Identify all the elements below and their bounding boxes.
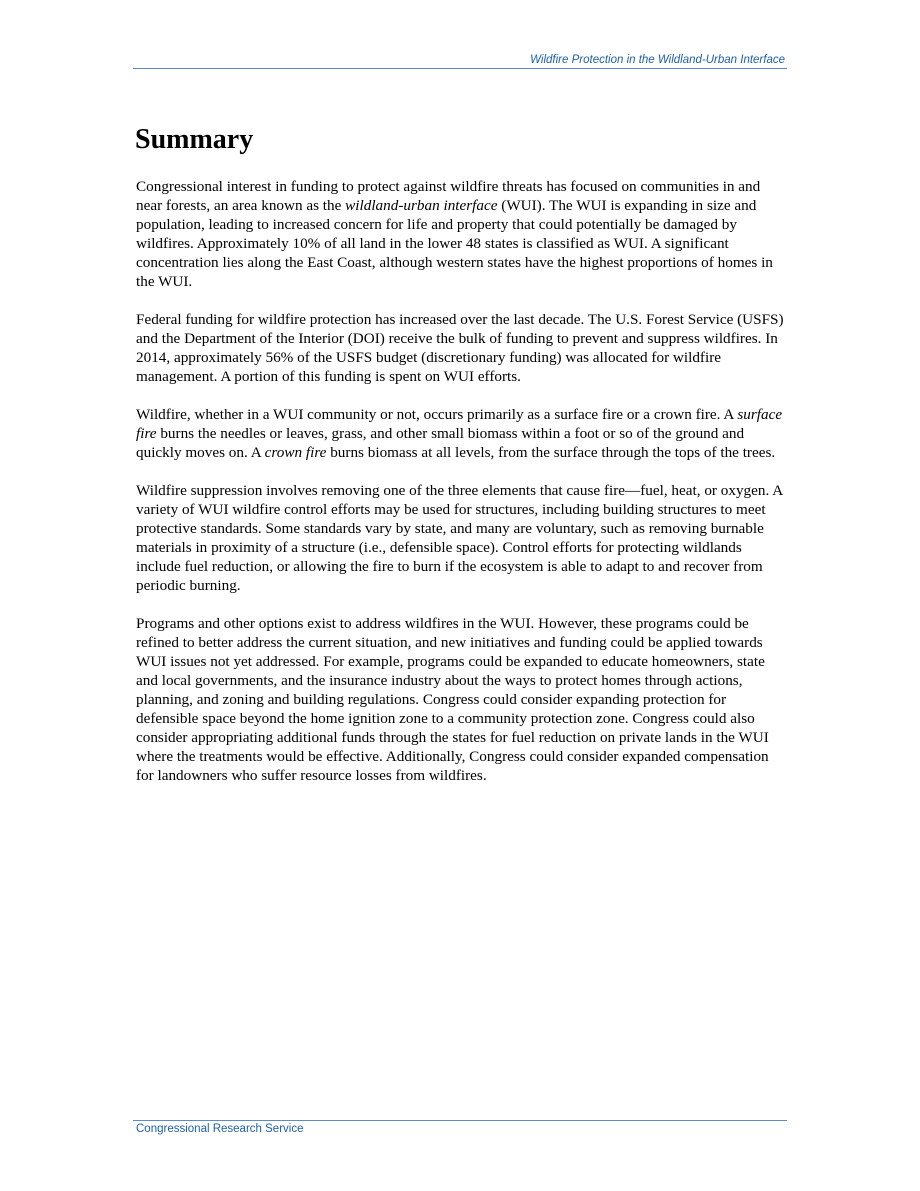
text-run: Wildfire, whether in a WUI community or not, occurs primarily as a surface fire or a crown fire. A [136,406,738,423]
text-run: burns biomass at all levels, from the surface through the tops of the trees. [326,444,776,461]
text-run: (WUI). The WUI is expanding in size and population, leading to increased concern for life and property that could potentially be damaged by wildfires. Approximately 10% of all land in the lower 48 states is classified as WUI. A significant concentration lies along the East Coast, although western states have the highest proportions of homes in the WUI. [136,197,773,290]
text-run: burns the needles or leaves, grass, and other small biomass within a foot or so of the ground and quickly moves on. A [136,425,745,461]
paragraph-federal-funding: Federal funding for wildfire protection has increased over the last decade. The U.S. Forest Service (USFS) and the Department of the Interior (DOI) receive the bulk of funding to prevent and suppress wildfires. In 2014, approximately 56% of the USFS budget (discretionary funding) was allocated for wildfire management. A portion of this funding is spent on WUI efforts. [136,311,784,385]
header-divider [133,68,787,69]
paragraph-programs-options: Programs and other options exist to address wildfires in the WUI. However, these programs could be refined to better address the current situation, and new initiatives and funding could be applied towards WUI issues not yet addressed. For example, programs could be expanded to educate homeowners, state and local governments, and the insurance industry about the ways to protect homes through actions, planning, and zoning and building regulations. Congress could consider expanding protection for defensible space beyond the home ignition zone to a community protection zone. Congress could also consider appropriating additional funds through the states for fuel reduction on private lands in the WUI where the treatments would be effective. Additionally, Congress could consider expanded compensation for landowners who suffer resource losses from wildfires. [136,615,769,784]
paragraph-fire-types [136,405,786,462]
running-header: Wildfire Protection in the Wildland-Urban Interface [530,54,785,66]
paragraph-suppression: Wildfire suppression involves removing one of the three elements that cause fire—fuel, heat, or oxygen. A variety of WUI wildfire control efforts may be used for structures, including building structures to meet protective standards. Some standards vary by state, and many are voluntary, such as removing burnable materials in proximity of a structure (i.e., defensible space). Control efforts for protecting wildlands include fuel reduction, or allowing the fire to burn if the ecosystem is able to adapt to and recover from periodic burning. [136,482,783,594]
term-surface-fire: surface fire [136,406,783,442]
footer-organization: Congressional Research Service [136,1123,304,1135]
summary-body [136,177,786,804]
term-crown-fire: crown fire [264,444,327,461]
paragraph-wui-definition [136,177,786,291]
page-title: Summary [135,124,254,155]
footer-divider [133,1120,787,1121]
text-run: Congressional interest in funding to protect against wildfire threats has focused on communities in and near forests, an area known as the [136,178,761,214]
term-wildland-urban-interface: wildland-urban interface [345,197,498,214]
